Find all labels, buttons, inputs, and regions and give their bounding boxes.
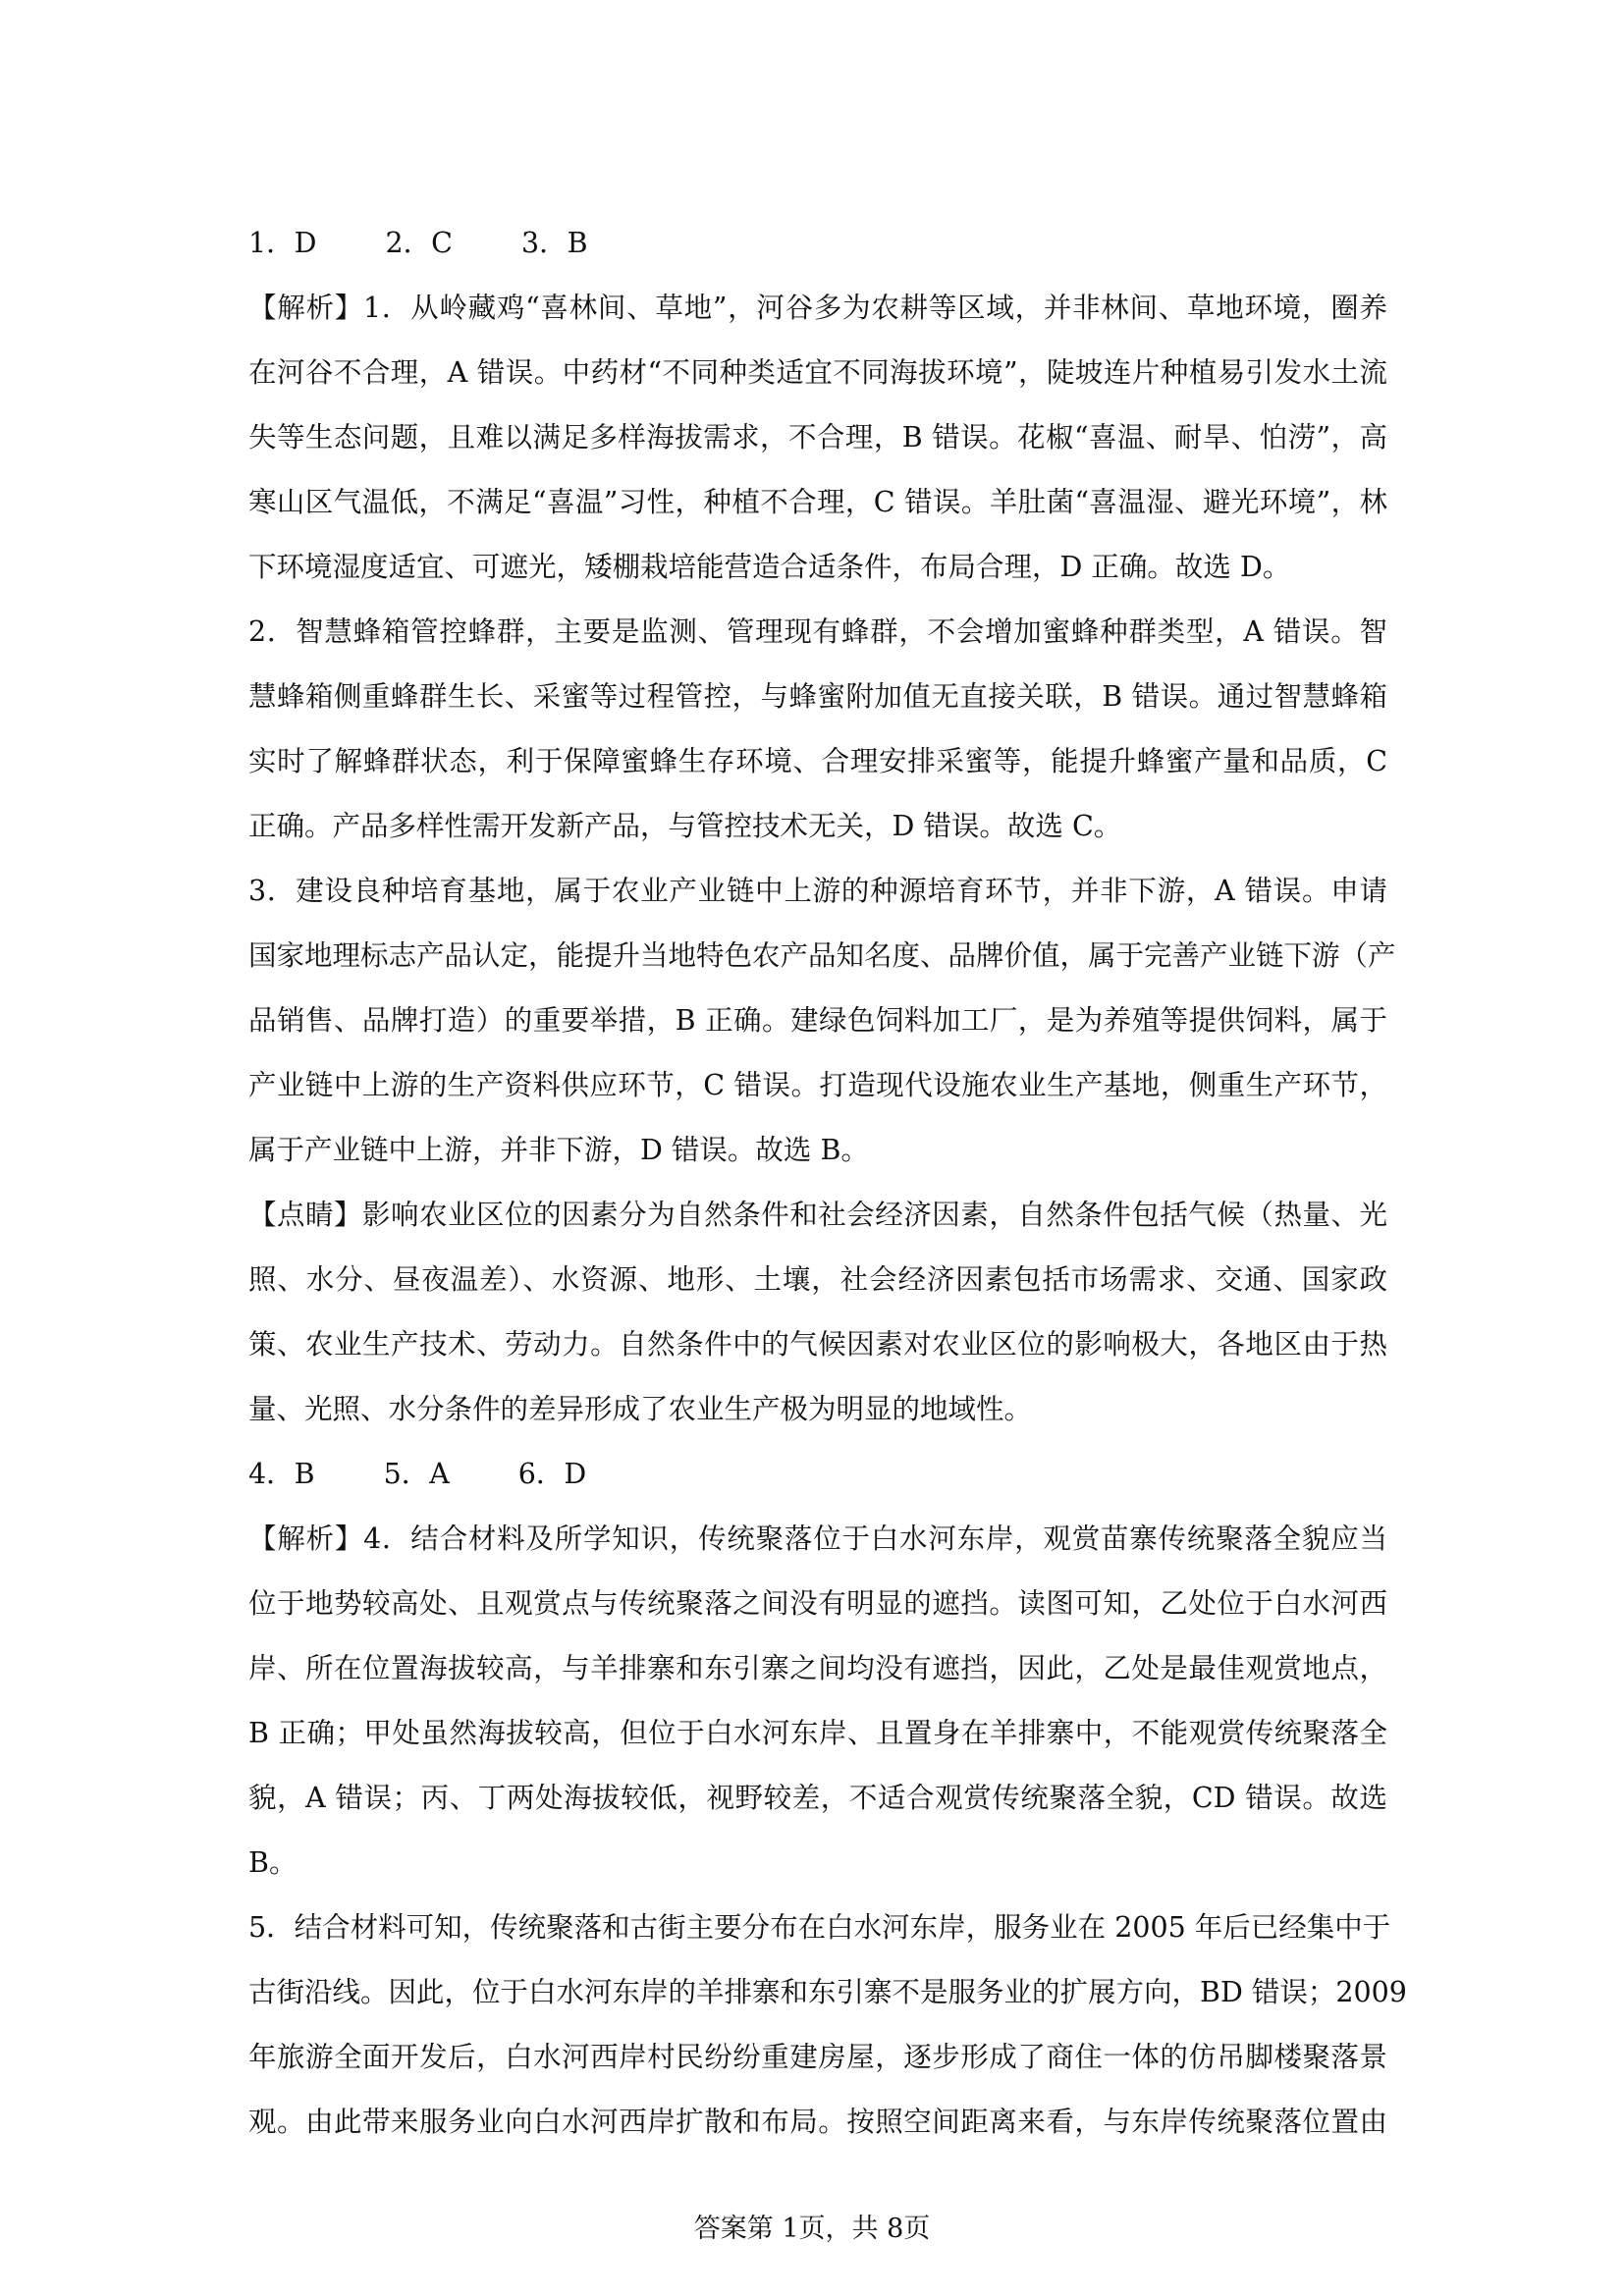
text-line: 3．建设良种培育基地，属于农业产业链中上游的种源培育环节，并非下游，A 错误。申请 — [248, 875, 1387, 907]
answer-item: 5．A — [383, 1458, 450, 1490]
answer-item: 4．B — [248, 1458, 315, 1490]
text-line: 2．智慧蜂箱管控蜂群，主要是监测、管理现有蜂群，不会增加蜜蜂种群类型，A 错误。智 — [248, 615, 1387, 648]
text-line: 实时了解蜂群状态，利于保障蜜蜂生存环境、合理安排采蜜等，能提升蜂蜜产量和品质，C — [248, 745, 1387, 777]
page-content — [248, 211, 1407, 2155]
text-line: 5．结合材料可知，传统聚落和古街主要分布在白水河东岸，服务业在 2005 年后已经集中于 — [248, 1911, 1391, 1944]
text-line: 貌，A 错误；丙、丁两处海拔较低，视野较差，不适合观赏传统聚落全貌，CD 错误。故选 — [248, 1782, 1387, 1814]
text-line: 策、农业生产技术、劳动力。自然条件中的气候因素对农业区位的影响极大，各地区由于热 — [248, 1328, 1387, 1361]
answer-key-line — [248, 1442, 1387, 1507]
text-line: 观。由此带来服务业向白水河西岸扩散和布局。按照空间距离来看，与东岸传统聚落位置由 — [248, 2106, 1387, 2138]
text-line: 寒山区气温低，不满足“喜温”习性，种植不合理，C 错误。羊肚菌“喜温湿、避光环境”，林 — [248, 486, 1387, 518]
text-line: 慧蜂箱侧重蜂群生长、采蜜等过程管控，与蜂蜜附加值无直接关联，B 错误。通过智慧蜂箱 — [248, 680, 1387, 713]
text-line: 古街沿线。因此，位于白水河东岸的羊排寨和东引寨不是服务业的扩展方向，BD 错误；2009 — [248, 1976, 1407, 2008]
text-line: 量、光照、水分条件的差异形成了农业生产极为明显的地域性。 — [248, 1393, 1033, 1425]
text-line: 属于产业链中上游，并非下游，D 错误。故选 B。 — [248, 1134, 869, 1166]
answer-key-line — [248, 211, 1387, 276]
text-line: 【解析】1．从岭藏鸡“喜林间、草地”，河谷多为农耕等区域，并非林间、草地环境，圈养 — [248, 292, 1387, 324]
text-line: 产业链中上游的生产资料供应环节，C 错误。打造现代设施农业生产基地，侧重生产环节， — [248, 1069, 1387, 1101]
text-line: 失等生态问题，且难以满足多样海拔需求，不合理，B 错误。花椒“喜温、耐旱、怕涝”，高 — [248, 421, 1387, 454]
text-line: B。 — [248, 1846, 298, 1879]
answer-item: 6．D — [517, 1458, 587, 1490]
text-line: 下环境湿度适宜、可遮光，矮棚栽培能营造合适条件，布局合理，D 正确。故选 D。 — [248, 551, 1291, 583]
text-line: 品销售、品牌打造）的重要举措，B 正确。建绿色饲料加工厂，是为养殖等提供饲料，属于 — [248, 1004, 1387, 1037]
answer-item: 1．D — [248, 227, 317, 259]
text-line: 正确。产品多样性需开发新产品，与管控技术无关，D 错误。故选 C。 — [248, 810, 1122, 842]
text-line: 照、水分、昼夜温差）、水资源、地形、土壤，社会经济因素包括市场需求、交通、国家政 — [248, 1263, 1387, 1296]
answer-item: 3．B — [520, 227, 588, 259]
text-line: B 正确；甲处虽然海拔较高，但位于白水河东岸、且置身在羊排寨中，不能观赏传统聚落全 — [248, 1717, 1387, 1749]
answer-item: 2．C — [385, 227, 453, 259]
text-line: 年旅游全面开发后，白水河西岸村民纷纷重建房屋，逐步形成了商住一体的仿吊脚楼聚落景 — [248, 2041, 1387, 2073]
text-line: 岸、所在位置海拔较高，与羊排寨和东引寨之间均没有遮挡，因此，乙处是最佳观赏地点， — [248, 1652, 1387, 1684]
page-footer: 答案第 1页，共 8页 — [693, 2214, 931, 2244]
text-line: 在河谷不合理，A 错误。中药材“不同种类适宜不同海拔环境”，陡坡连片种植易引发水土流 — [248, 356, 1387, 389]
text-line: 【点睛】影响农业区位的因素分为自然条件和社会经济因素，自然条件包括气候（热量、光 — [248, 1199, 1387, 1231]
text-line: 国家地理标志产品认定，能提升当地特色农产品知名度、品牌价值，属于完善产业链下游（产 — [248, 939, 1396, 972]
text-line: 位于地势较高处、且观赏点与传统聚落之间没有明显的遮挡。读图可知，乙处位于白水河西 — [248, 1587, 1387, 1620]
text-line: 【解析】4．结合材料及所学知识，传统聚落位于白水河东岸，观赏苗寨传统聚落全貌应当 — [248, 1522, 1387, 1555]
